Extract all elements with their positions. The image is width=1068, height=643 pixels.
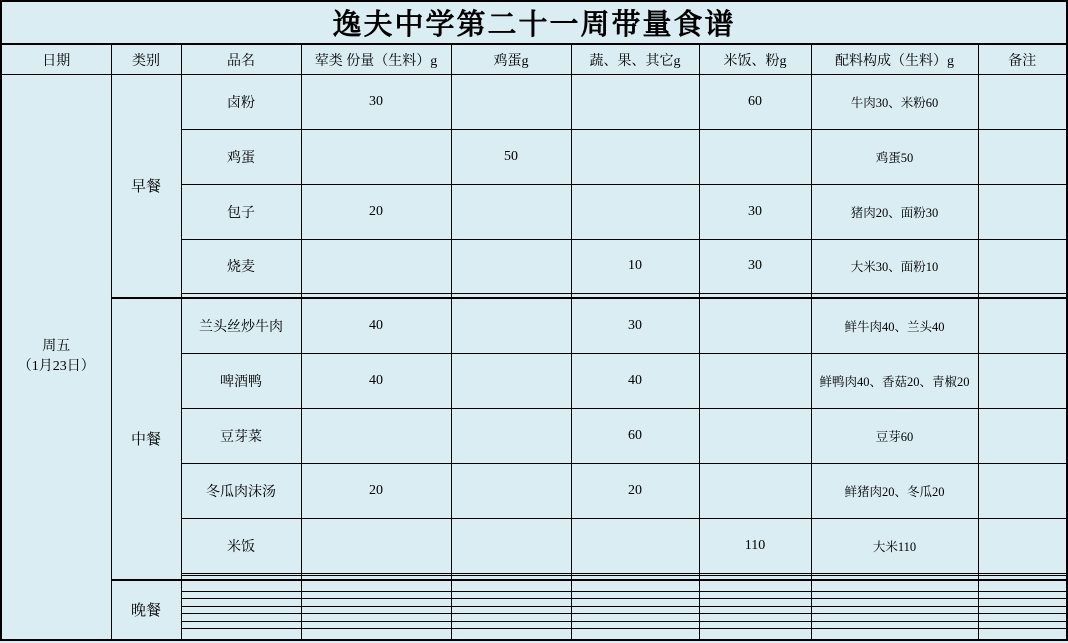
cell-rice <box>699 614 811 622</box>
cell-meat <box>301 606 451 614</box>
cell-item: 豆芽菜 <box>181 409 301 464</box>
cell-item: 卤粉 <box>181 75 301 130</box>
cell-note <box>978 184 1067 239</box>
col-header-vegetable: 蔬、果、其它g <box>571 44 699 75</box>
cell-meat: 40 <box>301 354 451 409</box>
cell-egg <box>451 518 571 573</box>
cell-ingredients: 大米30、面粉10 <box>811 239 978 294</box>
cell-egg <box>451 599 571 607</box>
cell-vegetable <box>571 580 699 591</box>
cell-rice: 110 <box>699 518 811 573</box>
cell-note <box>978 239 1067 294</box>
menu-row <box>1 298 1067 354</box>
cell-ingredients <box>811 606 978 614</box>
cell-rice: 30 <box>699 239 811 294</box>
cell-vegetable <box>571 621 699 629</box>
cell-egg <box>451 239 571 294</box>
cell-note <box>978 75 1067 130</box>
col-header-date: 日期 <box>1 44 111 75</box>
cell-egg <box>451 621 571 629</box>
cell-rice <box>699 621 811 629</box>
cell-ingredients <box>811 599 978 607</box>
cell-rice <box>699 129 811 184</box>
cell-note <box>978 464 1067 519</box>
cell-ingredients <box>811 591 978 599</box>
cell-rice <box>699 580 811 591</box>
cell-item: 包子 <box>181 184 301 239</box>
cell-rice <box>699 298 811 354</box>
cell-item <box>181 629 301 640</box>
cell-rice <box>699 629 811 640</box>
cell-rice <box>699 354 811 409</box>
cell-egg <box>451 298 571 354</box>
cell-meat <box>301 129 451 184</box>
cell-ingredients: 大米110 <box>811 518 978 573</box>
cell-meat <box>301 580 451 591</box>
cell-meat: 30 <box>301 75 451 130</box>
cell-rice <box>699 606 811 614</box>
cell-rice <box>699 409 811 464</box>
cell-egg <box>451 354 571 409</box>
cell-vegetable <box>571 518 699 573</box>
cell-item: 鸡蛋 <box>181 129 301 184</box>
cell-note <box>978 129 1067 184</box>
cell-item <box>181 621 301 629</box>
cell-note <box>978 614 1067 622</box>
date-weekday: 周五 <box>42 338 71 354</box>
cell-note <box>978 606 1067 614</box>
menu-row <box>1 580 1067 591</box>
cell-item <box>181 580 301 591</box>
cell-item: 冬瓜肉沫汤 <box>181 464 301 519</box>
cell-note <box>978 409 1067 464</box>
cell-egg <box>451 591 571 599</box>
header-row <box>1 44 1067 75</box>
cell-egg <box>451 409 571 464</box>
cell-vegetable <box>571 614 699 622</box>
cell-rice: 30 <box>699 184 811 239</box>
cell-rice: 60 <box>699 75 811 130</box>
cell-meat <box>301 629 451 640</box>
cell-note <box>978 599 1067 607</box>
category-lunch: 中餐 <box>111 298 181 580</box>
cell-vegetable: 30 <box>571 298 699 354</box>
date-day: （1月23日） <box>17 359 95 374</box>
cell-ingredients <box>811 580 978 591</box>
cell-meat <box>301 518 451 573</box>
cell-egg <box>451 464 571 519</box>
category-breakfast: 早餐 <box>111 75 181 298</box>
cell-vegetable: 40 <box>571 354 699 409</box>
cell-ingredients <box>811 614 978 622</box>
cell-item: 米饭 <box>181 518 301 573</box>
cell-vegetable <box>571 184 699 239</box>
col-header-egg: 鸡蛋g <box>451 44 571 75</box>
col-header-item: 品名 <box>181 44 301 75</box>
cell-vegetable: 20 <box>571 464 699 519</box>
cell-note <box>978 518 1067 573</box>
cell-meat <box>301 591 451 599</box>
cell-note <box>978 580 1067 591</box>
cell-ingredients: 猪肉20、面粉30 <box>811 184 978 239</box>
cell-item <box>181 599 301 607</box>
cell-note <box>978 298 1067 354</box>
cell-meat <box>301 599 451 607</box>
cell-note <box>978 354 1067 409</box>
cell-ingredients: 鲜鸭肉40、香菇20、青椒20 <box>811 354 978 409</box>
cell-egg <box>451 184 571 239</box>
col-header-note: 备注 <box>978 44 1067 75</box>
cell-egg: 50 <box>451 129 571 184</box>
category-dinner: 晚餐 <box>111 580 181 640</box>
cell-item: 兰头丝炒牛肉 <box>181 298 301 354</box>
cell-note <box>978 621 1067 629</box>
cell-item <box>181 614 301 622</box>
cell-meat <box>301 239 451 294</box>
cell-ingredients: 鸡蛋50 <box>811 129 978 184</box>
cell-vegetable <box>571 629 699 640</box>
cell-egg <box>451 614 571 622</box>
cell-vegetable <box>571 75 699 130</box>
cell-vegetable <box>571 599 699 607</box>
cell-vegetable <box>571 591 699 599</box>
cell-ingredients <box>811 629 978 640</box>
page-title: 逸夫中学第二十一周带量食谱 <box>1 1 1067 44</box>
cell-ingredients: 牛肉30、米粉60 <box>811 75 978 130</box>
col-header-rice: 米饭、粉g <box>699 44 811 75</box>
cell-egg <box>451 75 571 130</box>
cell-note <box>978 629 1067 640</box>
cell-meat: 40 <box>301 298 451 354</box>
cell-rice <box>699 599 811 607</box>
cell-ingredients <box>811 621 978 629</box>
cell-note <box>978 591 1067 599</box>
cell-ingredients: 鲜猪肉20、冬瓜20 <box>811 464 978 519</box>
cell-item: 烧麦 <box>181 239 301 294</box>
cell-rice <box>699 464 811 519</box>
date-cell <box>1 75 111 641</box>
title-row <box>1 1 1067 44</box>
col-header-category: 类别 <box>111 44 181 75</box>
col-header-ingredients: 配料构成（生料）g <box>811 44 978 75</box>
cell-ingredients: 鲜牛肉40、兰头40 <box>811 298 978 354</box>
cell-vegetable <box>571 606 699 614</box>
menu-row <box>1 75 1067 130</box>
cell-meat: 20 <box>301 464 451 519</box>
cell-egg <box>451 629 571 640</box>
cell-ingredients: 豆芽60 <box>811 409 978 464</box>
cell-meat: 20 <box>301 184 451 239</box>
col-header-meat: 荤类 份量（生料）g <box>301 44 451 75</box>
cell-item <box>181 591 301 599</box>
cell-item <box>181 606 301 614</box>
cell-item: 啤酒鸭 <box>181 354 301 409</box>
cell-vegetable: 10 <box>571 239 699 294</box>
cell-egg <box>451 580 571 591</box>
cell-egg <box>451 606 571 614</box>
cell-vegetable: 60 <box>571 409 699 464</box>
cell-rice <box>699 591 811 599</box>
cell-meat <box>301 621 451 629</box>
cell-vegetable <box>571 129 699 184</box>
cell-meat <box>301 614 451 622</box>
cell-meat <box>301 409 451 464</box>
